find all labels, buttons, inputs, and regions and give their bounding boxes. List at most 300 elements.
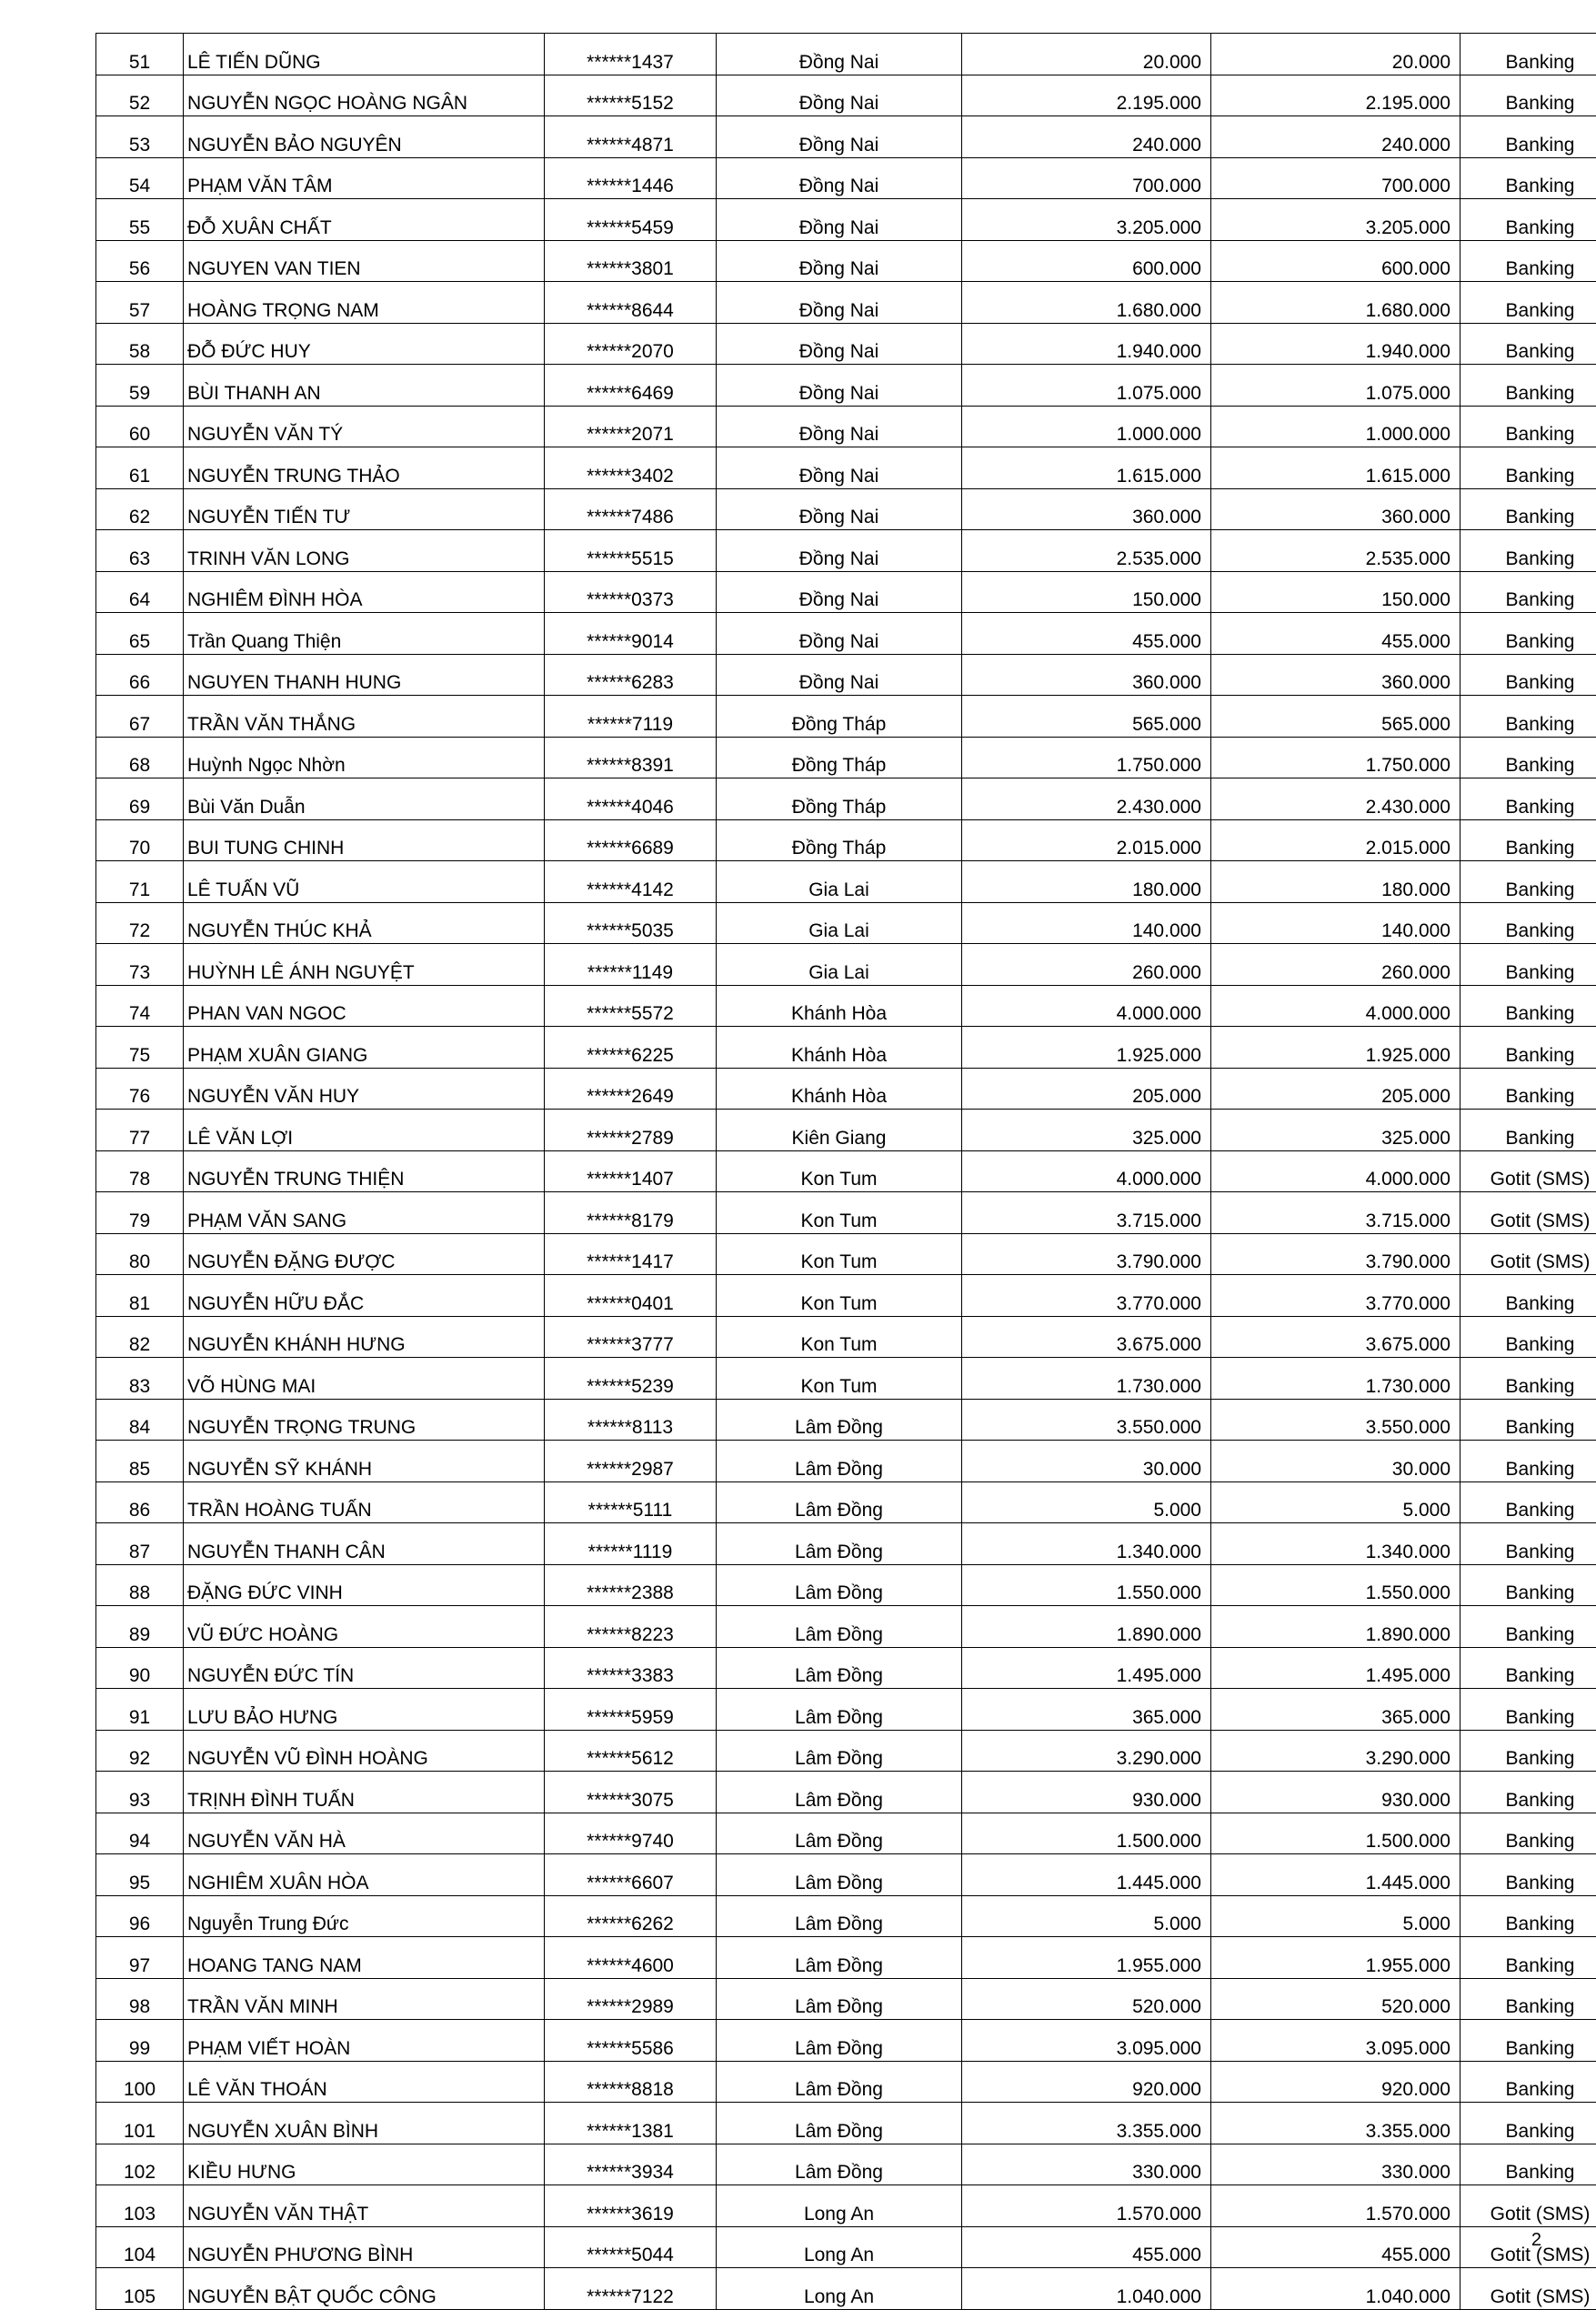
- province-cell: Khánh Hòa: [717, 1068, 962, 1110]
- phone-cell: ******4046: [545, 778, 717, 820]
- table-row: [96, 861, 1596, 903]
- phone-cell: ******2649: [545, 1068, 717, 1110]
- table-row: [96, 199, 1596, 241]
- payment-method-cell: Banking: [1460, 1481, 1596, 1523]
- table-row: [96, 1523, 1596, 1565]
- phone-cell: ******4600: [545, 1937, 717, 1979]
- payment-method-cell: Banking: [1460, 157, 1596, 199]
- table-row: [96, 654, 1596, 696]
- paid-amount-cell: 455.000: [1211, 613, 1460, 655]
- name-cell: Trần Quang Thiện: [184, 613, 545, 655]
- name-cell: NGUYỄN TRUNG THẢO: [184, 447, 545, 489]
- paid-amount-cell: 1.340.000: [1211, 1523, 1460, 1565]
- payment-method-cell: Gotit (SMS): [1460, 1233, 1596, 1275]
- table-row: [96, 1606, 1596, 1648]
- amount-cell: 1.730.000: [962, 1358, 1211, 1400]
- table-row: [96, 365, 1596, 407]
- province-cell: Đồng Nai: [717, 282, 962, 324]
- payment-method-cell: Banking: [1460, 1978, 1596, 2020]
- paid-amount-cell: 1.680.000: [1211, 282, 1460, 324]
- phone-cell: ******2388: [545, 1564, 717, 1606]
- phone-cell: ******9014: [545, 613, 717, 655]
- name-cell: VŨ ĐỨC HOÀNG: [184, 1606, 545, 1648]
- name-cell: HOÀNG TRỌNG NAM: [184, 282, 545, 324]
- table-row: [96, 985, 1596, 1027]
- province-cell: Lâm Đồng: [717, 2020, 962, 2062]
- amount-cell: 360.000: [962, 654, 1211, 696]
- name-cell: ĐỖ ĐỨC HUY: [184, 323, 545, 365]
- name-cell: ĐỖ XUÂN CHẤT: [184, 199, 545, 241]
- paid-amount-cell: 2.535.000: [1211, 530, 1460, 572]
- stt-cell: 88: [96, 1564, 184, 1606]
- stt-cell: 99: [96, 2020, 184, 2062]
- paid-amount-cell: 1.570.000: [1211, 2185, 1460, 2227]
- stt-cell: 82: [96, 1316, 184, 1358]
- name-cell: NGUYỄN SỸ KHÁNH: [184, 1441, 545, 1482]
- name-cell: NGUYỄN VĂN TÝ: [184, 406, 545, 447]
- stt-cell: 77: [96, 1110, 184, 1151]
- name-cell: TRẦN VĂN THẮNG: [184, 696, 545, 738]
- paid-amount-cell: 1.550.000: [1211, 1564, 1460, 1606]
- phone-cell: ******1119: [545, 1523, 717, 1565]
- name-cell: NGUYỄN THANH CÂN: [184, 1523, 545, 1565]
- amount-cell: 1.075.000: [962, 365, 1211, 407]
- amount-cell: 1.615.000: [962, 447, 1211, 489]
- phone-cell: ******5459: [545, 199, 717, 241]
- payment-method-cell: Gotit (SMS): [1460, 2268, 1596, 2310]
- table-row: [96, 1399, 1596, 1441]
- payment-method-cell: Banking: [1460, 613, 1596, 655]
- payment-method-cell: Banking: [1460, 1895, 1596, 1937]
- table-row: [96, 1233, 1596, 1275]
- stt-cell: 69: [96, 778, 184, 820]
- name-cell: Bùi Văn Duẫn: [184, 778, 545, 820]
- amount-cell: 205.000: [962, 1068, 1211, 1110]
- province-cell: Lâm Đồng: [717, 1730, 962, 1772]
- table-body: [96, 34, 1596, 2310]
- stt-cell: 105: [96, 2268, 184, 2310]
- paid-amount-cell: 20.000: [1211, 34, 1460, 75]
- phone-cell: ******2987: [545, 1441, 717, 1482]
- payment-method-cell: Banking: [1460, 365, 1596, 407]
- name-cell: NGHIÊM XUÂN HÒA: [184, 1854, 545, 1896]
- payment-method-cell: Banking: [1460, 1937, 1596, 1979]
- payment-method-cell: Banking: [1460, 1275, 1596, 1317]
- paid-amount-cell: 1.890.000: [1211, 1606, 1460, 1648]
- province-cell: Kon Tum: [717, 1316, 962, 1358]
- payment-method-cell: Banking: [1460, 1647, 1596, 1689]
- stt-cell: 55: [96, 199, 184, 241]
- paid-amount-cell: 930.000: [1211, 1772, 1460, 1813]
- stt-cell: 65: [96, 613, 184, 655]
- stt-cell: 53: [96, 116, 184, 158]
- amount-cell: 455.000: [962, 2226, 1211, 2268]
- table-row: [96, 696, 1596, 738]
- province-cell: Lâm Đồng: [717, 1978, 962, 2020]
- paid-amount-cell: 520.000: [1211, 1978, 1460, 2020]
- province-cell: Đồng Nai: [717, 365, 962, 407]
- phone-cell: ******8179: [545, 1192, 717, 1234]
- amount-cell: 920.000: [962, 2061, 1211, 2103]
- province-cell: Đồng Tháp: [717, 696, 962, 738]
- stt-cell: 58: [96, 323, 184, 365]
- payment-method-cell: Banking: [1460, 1110, 1596, 1151]
- payment-method-cell: Banking: [1460, 737, 1596, 778]
- province-cell: Đồng Nai: [717, 488, 962, 530]
- table-row: [96, 571, 1596, 613]
- table-row: [96, 1441, 1596, 1482]
- phone-cell: ******5152: [545, 75, 717, 116]
- amount-cell: 4.000.000: [962, 985, 1211, 1027]
- amount-cell: 3.290.000: [962, 1730, 1211, 1772]
- province-cell: Lâm Đồng: [717, 2061, 962, 2103]
- name-cell: PHẠM XUÂN GIANG: [184, 1027, 545, 1069]
- paid-amount-cell: 3.095.000: [1211, 2020, 1460, 2062]
- amount-cell: 2.430.000: [962, 778, 1211, 820]
- province-cell: Đồng Nai: [717, 323, 962, 365]
- amount-cell: 565.000: [962, 696, 1211, 738]
- paid-amount-cell: 30.000: [1211, 1441, 1460, 1482]
- stt-cell: 91: [96, 1689, 184, 1731]
- province-cell: Lâm Đồng: [717, 1606, 962, 1648]
- paid-amount-cell: 1.955.000: [1211, 1937, 1460, 1979]
- phone-cell: ******4142: [545, 861, 717, 903]
- stt-cell: 104: [96, 2226, 184, 2268]
- payment-method-cell: Banking: [1460, 571, 1596, 613]
- stt-cell: 57: [96, 282, 184, 324]
- stt-cell: 101: [96, 2103, 184, 2144]
- province-cell: Kon Tum: [717, 1233, 962, 1275]
- province-cell: Lâm Đồng: [717, 1813, 962, 1854]
- paid-amount-cell: 1.445.000: [1211, 1854, 1460, 1896]
- amount-cell: 2.195.000: [962, 75, 1211, 116]
- stt-cell: 84: [96, 1399, 184, 1441]
- paid-amount-cell: 3.355.000: [1211, 2103, 1460, 2144]
- payment-method-cell: Banking: [1460, 75, 1596, 116]
- payment-method-cell: Banking: [1460, 654, 1596, 696]
- payment-method-cell: Banking: [1460, 1027, 1596, 1069]
- stt-cell: 60: [96, 406, 184, 447]
- table-row: [96, 157, 1596, 199]
- amount-cell: 520.000: [962, 1978, 1211, 2020]
- province-cell: Kon Tum: [717, 1150, 962, 1192]
- payment-method-cell: Banking: [1460, 2020, 1596, 2062]
- phone-cell: ******1149: [545, 944, 717, 986]
- paid-amount-cell: 1.000.000: [1211, 406, 1460, 447]
- paid-amount-cell: 2.430.000: [1211, 778, 1460, 820]
- amount-cell: 455.000: [962, 613, 1211, 655]
- paid-amount-cell: 3.715.000: [1211, 1192, 1460, 1234]
- phone-cell: ******8223: [545, 1606, 717, 1648]
- payment-method-cell: Banking: [1460, 447, 1596, 489]
- name-cell: TRẦN VĂN MINH: [184, 1978, 545, 2020]
- stt-cell: 80: [96, 1233, 184, 1275]
- payment-method-cell: Banking: [1460, 282, 1596, 324]
- phone-cell: ******1417: [545, 1233, 717, 1275]
- province-cell: Đồng Nai: [717, 406, 962, 447]
- province-cell: Lâm Đồng: [717, 1523, 962, 1565]
- table-row: [96, 1772, 1596, 1813]
- payment-method-cell: Banking: [1460, 778, 1596, 820]
- amount-cell: 700.000: [962, 157, 1211, 199]
- payment-method-cell: Banking: [1460, 1441, 1596, 1482]
- stt-cell: 62: [96, 488, 184, 530]
- province-cell: Lâm Đồng: [717, 1854, 962, 1896]
- paid-amount-cell: 240.000: [1211, 116, 1460, 158]
- phone-cell: ******0373: [545, 571, 717, 613]
- stt-cell: 71: [96, 861, 184, 903]
- stt-cell: 66: [96, 654, 184, 696]
- province-cell: Khánh Hòa: [717, 985, 962, 1027]
- phone-cell: ******2071: [545, 406, 717, 447]
- paid-amount-cell: 600.000: [1211, 240, 1460, 282]
- paid-amount-cell: 1.730.000: [1211, 1358, 1460, 1400]
- province-cell: Lâm Đồng: [717, 2103, 962, 2144]
- table-row: [96, 240, 1596, 282]
- province-cell: Đồng Nai: [717, 240, 962, 282]
- table-row: [96, 1027, 1596, 1069]
- payment-method-cell: Banking: [1460, 1813, 1596, 1854]
- stt-cell: 70: [96, 819, 184, 861]
- province-cell: Long An: [717, 2226, 962, 2268]
- name-cell: NGUYEN VAN TIEN: [184, 240, 545, 282]
- paid-amount-cell: 1.495.000: [1211, 1647, 1460, 1689]
- province-cell: Đồng Tháp: [717, 737, 962, 778]
- phone-cell: ******6689: [545, 819, 717, 861]
- paid-amount-cell: 2.195.000: [1211, 75, 1460, 116]
- phone-cell: ******2989: [545, 1978, 717, 2020]
- province-cell: Gia Lai: [717, 944, 962, 986]
- table-row: [96, 1192, 1596, 1234]
- stt-cell: 103: [96, 2185, 184, 2227]
- payment-method-cell: Banking: [1460, 530, 1596, 572]
- name-cell: NGUYỄN NGỌC HOÀNG NGÂN: [184, 75, 545, 116]
- paid-amount-cell: 1.040.000: [1211, 2268, 1460, 2310]
- table-row: [96, 1937, 1596, 1979]
- payment-method-cell: Banking: [1460, 1068, 1596, 1110]
- paid-amount-cell: 365.000: [1211, 1689, 1460, 1731]
- amount-cell: 1.940.000: [962, 323, 1211, 365]
- province-cell: Long An: [717, 2268, 962, 2310]
- province-cell: Đồng Nai: [717, 447, 962, 489]
- stt-cell: 81: [96, 1275, 184, 1317]
- stt-cell: 67: [96, 696, 184, 738]
- stt-cell: 64: [96, 571, 184, 613]
- payment-method-cell: Banking: [1460, 199, 1596, 241]
- name-cell: PHẠM VĂN SANG: [184, 1192, 545, 1234]
- amount-cell: 30.000: [962, 1441, 1211, 1482]
- name-cell: LÊ VĂN LỢI: [184, 1110, 545, 1151]
- payment-method-cell: Gotit (SMS): [1460, 1150, 1596, 1192]
- table-row: [96, 1481, 1596, 1523]
- name-cell: NGUYỄN THÚC KHẢ: [184, 902, 545, 944]
- province-cell: Lâm Đồng: [717, 1937, 962, 1979]
- phone-cell: ******3934: [545, 2144, 717, 2185]
- amount-cell: 3.715.000: [962, 1192, 1211, 1234]
- amount-cell: 3.550.000: [962, 1399, 1211, 1441]
- phone-cell: ******5586: [545, 2020, 717, 2062]
- table-row: [96, 902, 1596, 944]
- name-cell: NGUYỄN HỮU ĐẮC: [184, 1275, 545, 1317]
- amount-cell: 360.000: [962, 488, 1211, 530]
- paid-amount-cell: 140.000: [1211, 902, 1460, 944]
- amount-cell: 1.340.000: [962, 1523, 1211, 1565]
- name-cell: TRINH VĂN LONG: [184, 530, 545, 572]
- amount-cell: 325.000: [962, 1110, 1211, 1151]
- stt-cell: 61: [96, 447, 184, 489]
- paid-amount-cell: 1.940.000: [1211, 323, 1460, 365]
- document-page: [95, 33, 1551, 2310]
- province-cell: Lâm Đồng: [717, 1481, 962, 1523]
- name-cell: TRẦN HOÀNG TUẤN: [184, 1481, 545, 1523]
- stt-cell: 75: [96, 1027, 184, 1069]
- amount-cell: 2.535.000: [962, 530, 1211, 572]
- phone-cell: ******5612: [545, 1730, 717, 1772]
- payment-method-cell: Banking: [1460, 406, 1596, 447]
- paid-amount-cell: 3.675.000: [1211, 1316, 1460, 1358]
- phone-cell: ******2070: [545, 323, 717, 365]
- province-cell: Đồng Nai: [717, 75, 962, 116]
- paid-amount-cell: 150.000: [1211, 571, 1460, 613]
- name-cell: PHAN VAN NGOC: [184, 985, 545, 1027]
- table-row: [96, 2185, 1596, 2227]
- name-cell: NGUYEN THANH HUNG: [184, 654, 545, 696]
- payment-method-cell: Banking: [1460, 1606, 1596, 1648]
- phone-cell: ******3075: [545, 1772, 717, 1813]
- phone-cell: ******1407: [545, 1150, 717, 1192]
- stt-cell: 54: [96, 157, 184, 199]
- name-cell: LÊ VĂN THOÁN: [184, 2061, 545, 2103]
- paid-amount-cell: 3.790.000: [1211, 1233, 1460, 1275]
- amount-cell: 260.000: [962, 944, 1211, 986]
- amount-cell: 600.000: [962, 240, 1211, 282]
- table-row: [96, 447, 1596, 489]
- stt-cell: 76: [96, 1068, 184, 1110]
- table-row: [96, 1730, 1596, 1772]
- payment-method-cell: Banking: [1460, 1523, 1596, 1565]
- stt-cell: 90: [96, 1647, 184, 1689]
- stt-cell: 52: [96, 75, 184, 116]
- name-cell: TRỊNH ĐÌNH TUẤN: [184, 1772, 545, 1813]
- province-cell: Lâm Đồng: [717, 1647, 962, 1689]
- phone-cell: ******4871: [545, 116, 717, 158]
- name-cell: Huỳnh Ngọc Nhờn: [184, 737, 545, 778]
- table-row: [96, 2103, 1596, 2144]
- amount-cell: 3.205.000: [962, 199, 1211, 241]
- amount-cell: 1.925.000: [962, 1027, 1211, 1069]
- paid-amount-cell: 3.290.000: [1211, 1730, 1460, 1772]
- payment-method-cell: Banking: [1460, 819, 1596, 861]
- paid-amount-cell: 205.000: [1211, 1068, 1460, 1110]
- paid-amount-cell: 3.205.000: [1211, 199, 1460, 241]
- amount-cell: 20.000: [962, 34, 1211, 75]
- payment-method-cell: Banking: [1460, 1730, 1596, 1772]
- amount-cell: 180.000: [962, 861, 1211, 903]
- name-cell: NGUYỄN KHÁNH HƯNG: [184, 1316, 545, 1358]
- paid-amount-cell: 455.000: [1211, 2226, 1460, 2268]
- province-cell: Đồng Nai: [717, 613, 962, 655]
- paid-amount-cell: 360.000: [1211, 488, 1460, 530]
- payment-method-cell: Banking: [1460, 944, 1596, 986]
- phone-cell: ******3801: [545, 240, 717, 282]
- name-cell: LÊ TUẤN VŨ: [184, 861, 545, 903]
- paid-amount-cell: 4.000.000: [1211, 985, 1460, 1027]
- table-row: [96, 1647, 1596, 1689]
- phone-cell: ******5035: [545, 902, 717, 944]
- paid-amount-cell: 330.000: [1211, 2144, 1460, 2185]
- payment-method-cell: Gotit (SMS): [1460, 1192, 1596, 1234]
- name-cell: NGUYỄN TRUNG THIỆN: [184, 1150, 545, 1192]
- table-row: [96, 282, 1596, 324]
- province-cell: Kon Tum: [717, 1192, 962, 1234]
- payment-method-cell: Banking: [1460, 34, 1596, 75]
- province-cell: Đồng Nai: [717, 34, 962, 75]
- payment-method-cell: Gotit (SMS): [1460, 2185, 1596, 2227]
- payment-method-cell: Banking: [1460, 1564, 1596, 1606]
- name-cell: NGUYỄN TIẾN TƯ: [184, 488, 545, 530]
- payment-method-cell: Banking: [1460, 116, 1596, 158]
- name-cell: NGUYỄN VĂN HÀ: [184, 1813, 545, 1854]
- name-cell: NGUYỄN VĂN THẬT: [184, 2185, 545, 2227]
- table-row: [96, 75, 1596, 116]
- phone-cell: ******6262: [545, 1895, 717, 1937]
- stt-cell: 85: [96, 1441, 184, 1482]
- stt-cell: 94: [96, 1813, 184, 1854]
- province-cell: Đồng Nai: [717, 116, 962, 158]
- stt-cell: 74: [96, 985, 184, 1027]
- table-row: [96, 1854, 1596, 1896]
- amount-cell: 1.500.000: [962, 1813, 1211, 1854]
- phone-cell: ******5044: [545, 2226, 717, 2268]
- payment-method-cell: Banking: [1460, 323, 1596, 365]
- name-cell: NGHIÊM ĐÌNH HÒA: [184, 571, 545, 613]
- table-row: [96, 2226, 1596, 2268]
- stt-cell: 68: [96, 737, 184, 778]
- table-row: [96, 778, 1596, 820]
- amount-cell: 150.000: [962, 571, 1211, 613]
- phone-cell: ******5572: [545, 985, 717, 1027]
- paid-amount-cell: 3.770.000: [1211, 1275, 1460, 1317]
- province-cell: Đồng Nai: [717, 157, 962, 199]
- table-row: [96, 2268, 1596, 2310]
- amount-cell: 3.675.000: [962, 1316, 1211, 1358]
- table-row: [96, 1689, 1596, 1731]
- phone-cell: ******8644: [545, 282, 717, 324]
- name-cell: LÊ TIẾN DŨNG: [184, 34, 545, 75]
- phone-cell: ******9740: [545, 1813, 717, 1854]
- payment-method-cell: Banking: [1460, 2061, 1596, 2103]
- phone-cell: ******6283: [545, 654, 717, 696]
- phone-cell: ******5515: [545, 530, 717, 572]
- name-cell: NGUYỄN VŨ ĐÌNH HOÀNG: [184, 1730, 545, 1772]
- name-cell: HUỲNH LÊ ÁNH NGUYỆT: [184, 944, 545, 986]
- amount-cell: 1.890.000: [962, 1606, 1211, 1648]
- amount-cell: 3.095.000: [962, 2020, 1211, 2062]
- phone-cell: ******3619: [545, 2185, 717, 2227]
- payment-method-cell: Banking: [1460, 861, 1596, 903]
- province-cell: Đồng Nai: [717, 571, 962, 613]
- amount-cell: 1.750.000: [962, 737, 1211, 778]
- province-cell: Đồng Nai: [717, 199, 962, 241]
- stt-cell: 97: [96, 1937, 184, 1979]
- province-cell: Kon Tum: [717, 1358, 962, 1400]
- payment-method-cell: Banking: [1460, 1772, 1596, 1813]
- province-cell: Lâm Đồng: [717, 1895, 962, 1937]
- province-cell: Gia Lai: [717, 861, 962, 903]
- phone-cell: ******8391: [545, 737, 717, 778]
- name-cell: HOANG TANG NAM: [184, 1937, 545, 1979]
- payment-method-cell: Banking: [1460, 2144, 1596, 2185]
